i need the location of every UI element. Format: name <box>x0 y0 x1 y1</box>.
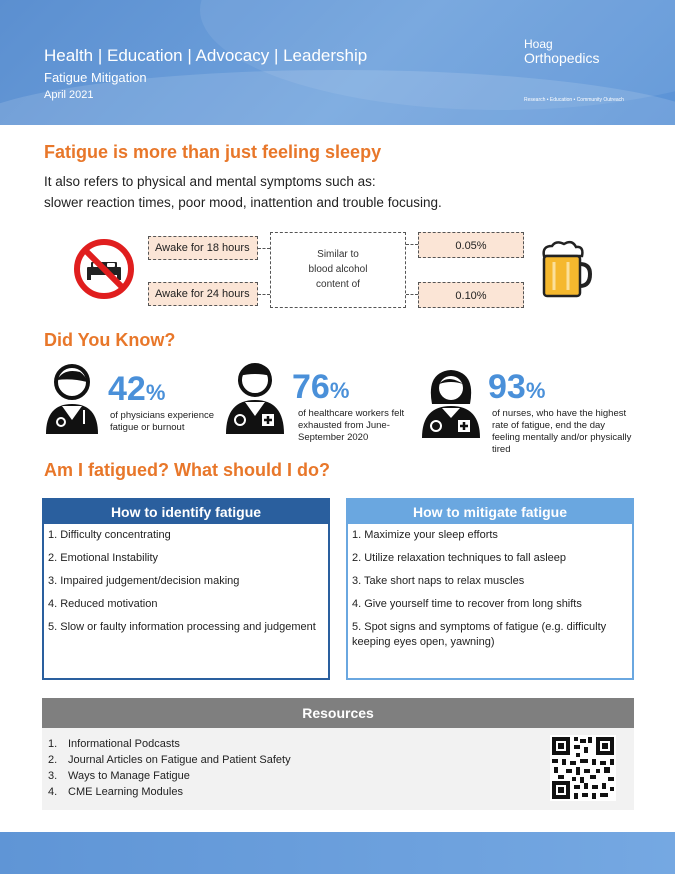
physician-icon <box>44 364 100 434</box>
beer-mug-icon <box>538 238 592 300</box>
awake-18-box: Awake for 18 hours <box>148 236 258 260</box>
did-you-know-heading: Did You Know? <box>44 330 176 350</box>
logo-tagline: Research • Education • Community Outreach <box>524 97 624 103</box>
stat-76-text: of healthcare workers felt exhausted from June-September 2020 <box>298 408 405 443</box>
list-item: 5. Slow or faulty information processing and judgement <box>48 621 316 633</box>
header-banner <box>0 0 675 125</box>
footer-bar <box>0 832 675 874</box>
stat-76-sign: % <box>329 378 350 403</box>
connector <box>258 248 270 249</box>
stat-93-text: of nurses, who have the highest rate of fatigue, end the day feeling mentally and/or physically tired <box>492 408 632 455</box>
mitigate-list <box>348 524 632 650</box>
resources-list <box>42 728 634 800</box>
stat-76-value: 76 <box>292 368 330 406</box>
intro-line-2: slower reaction times, poor mood, inattention and trouble focusing. <box>44 195 442 210</box>
resource-item[interactable]: 1. Informational Podcasts <box>48 738 180 750</box>
logo-orthopedics: Orthopedics <box>524 50 600 66</box>
connector <box>406 244 418 245</box>
identify-fatigue-box <box>42 498 330 680</box>
list-item: 4. Give yourself time to recover from long shifts <box>352 598 582 610</box>
stat-42-text: of physicians experience fatigue or burnout <box>110 410 215 433</box>
list-item: 5. Spot signs and symptoms of fatigue (e.g. difficulty keeping eyes open, yawning) <box>352 621 607 648</box>
connector <box>258 294 270 295</box>
resource-item[interactable]: 3. Ways to Manage Fatigue <box>48 770 190 782</box>
stat-42 <box>108 372 165 410</box>
identify-fatigue-title: How to identify fatigue <box>44 500 328 524</box>
resource-item[interactable]: 2. Journal Articles on Fatigue and Patient Safety <box>48 754 291 766</box>
stat-42-value: 42 <box>108 370 146 408</box>
header-date: April 2021 <box>44 89 94 101</box>
nurse-icon <box>420 366 482 438</box>
list-item: 3. Impaired judgement/decision making <box>48 575 240 587</box>
stat-76 <box>292 370 349 408</box>
logo-hoag: Hoag <box>524 37 553 51</box>
identify-list <box>44 524 328 635</box>
qr-code-icon[interactable] <box>550 735 616 801</box>
stat-93-value: 93 <box>488 368 526 406</box>
list-item: 3. Take short naps to relax muscles <box>352 575 525 587</box>
connector <box>406 294 418 295</box>
list-item: 4. Reduced motivation <box>48 598 158 610</box>
mitigate-fatigue-title: How to mitigate fatigue <box>348 500 632 524</box>
stat-93-sign: % <box>525 378 546 403</box>
am-i-fatigued-heading: Am I fatigued? What should I do? <box>44 460 330 480</box>
fatigue-intro <box>44 171 644 213</box>
similar-line-3: content of <box>316 279 360 290</box>
resource-item[interactable]: 4. CME Learning Modules <box>48 786 183 798</box>
resources-panel <box>42 698 634 810</box>
similar-line-2: blood alcohol <box>308 264 368 275</box>
bac-1-box: 0.05% <box>418 232 524 258</box>
awake-24-box: Awake for 24 hours <box>148 282 258 306</box>
similar-to-box <box>270 232 406 308</box>
similar-line-1: Similar to <box>317 249 359 260</box>
stat-93 <box>488 370 545 408</box>
header-subtitle: Fatigue Mitigation <box>44 70 147 85</box>
mitigate-fatigue-box <box>346 498 634 680</box>
stat-42-sign: % <box>145 380 166 405</box>
list-item: 2. Utilize relaxation techniques to fall asleep <box>352 552 567 564</box>
list-item: 1. Maximize your sleep efforts <box>352 529 498 541</box>
header-title: Health | Education | Advocacy | Leadership <box>44 46 368 65</box>
bac-2-box: 0.10% <box>418 282 524 308</box>
no-bed-icon <box>73 238 135 300</box>
list-item: 2. Emotional Instability <box>48 552 159 564</box>
list-item: 1. Difficulty concentrating <box>48 529 171 541</box>
doctor-icon <box>224 362 286 434</box>
resources-title: Resources <box>42 698 634 728</box>
fatigue-heading: Fatigue is more than just feeling sleepy <box>44 142 382 162</box>
intro-line-1: It also refers to physical and mental symptoms such as: <box>44 174 376 189</box>
